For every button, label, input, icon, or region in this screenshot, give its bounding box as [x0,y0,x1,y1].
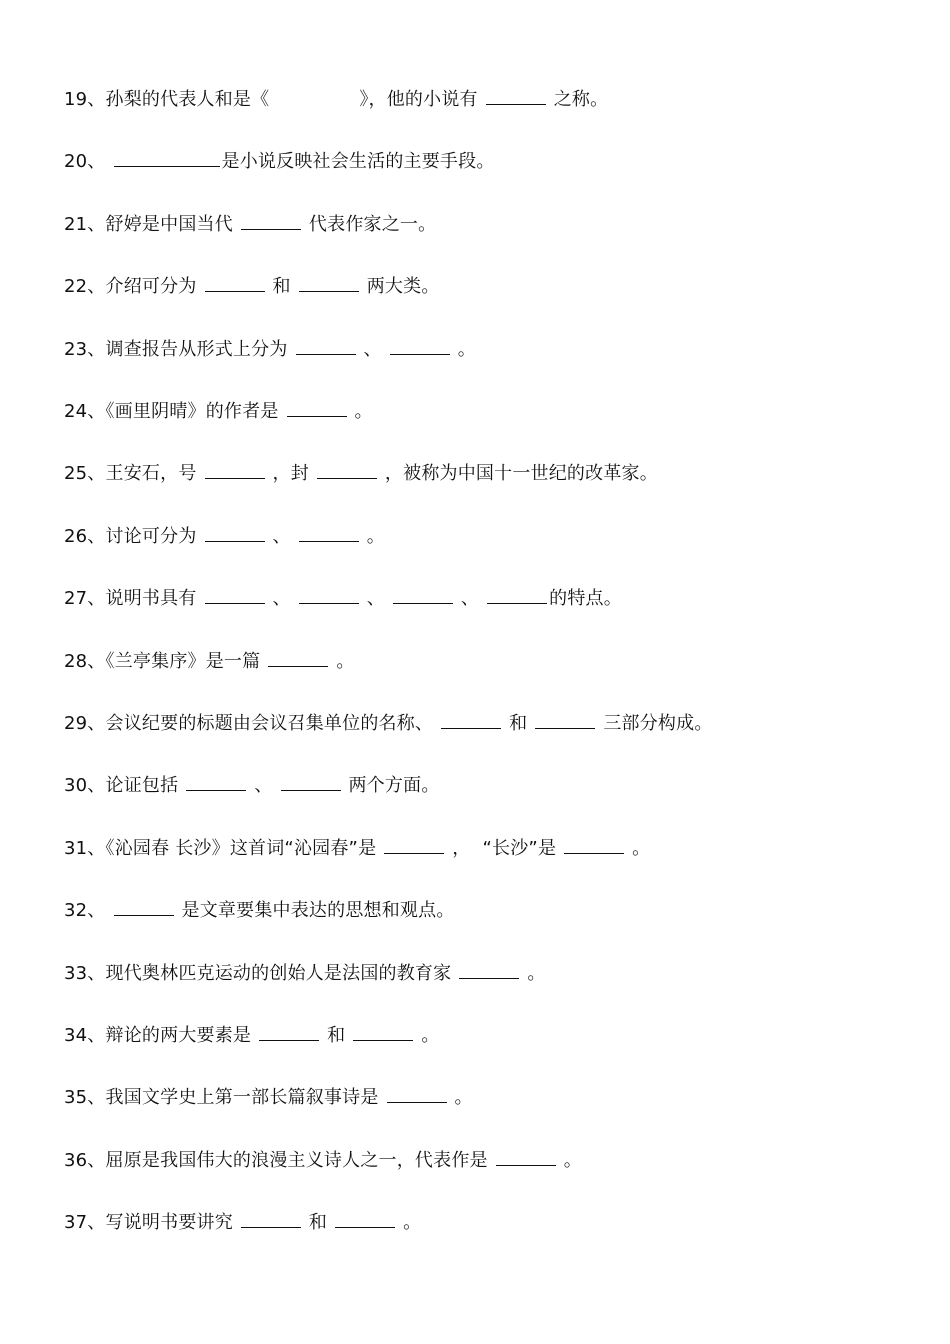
question-number: 34、 [64,1025,106,1046]
question-36 [64,1149,582,1173]
question-text: “长沙”是 [482,838,557,859]
question-number: 19、 [64,89,106,110]
question-number: 26、 [64,526,106,547]
blank [393,587,453,604]
blank [487,587,547,604]
question-text: 和 [509,713,528,734]
blank [268,650,328,667]
blank [114,150,220,167]
question-text: 之称。 [553,89,609,110]
question-29 [64,712,713,736]
question-text: 和 [308,1212,328,1233]
question-text: 。 [421,1025,440,1046]
question-text: 讨论可分为 [105,526,197,547]
blank [259,1024,319,1041]
question-text: ，封 [272,463,309,484]
question-text: 我国文学史上第一部长篇叙事诗是 [105,1087,379,1108]
question-28 [64,650,355,674]
question-number: 29、 [64,713,106,734]
question-text: 说明书具有 [105,588,197,609]
question-20 [64,150,495,174]
question-text: 。 [527,963,546,984]
blank [241,213,301,230]
question-27 [64,587,622,611]
blank [459,962,519,979]
blank [205,587,265,604]
question-number: 30、 [64,775,106,796]
question-text: 、 [363,339,382,360]
question-text: 是文章要集中表达的思想和观点。 [181,900,455,921]
question-number: 25、 [64,463,106,484]
question-26 [64,525,385,549]
blank [441,712,501,729]
question-text: 代表作家之一。 [308,214,437,235]
question-text: 《沁园春 长沙》这首词“沁园春”是 [105,838,377,859]
blank [114,899,174,916]
question-text: 两个方面。 [348,775,440,796]
question-text: 《画里阴晴》的作者是 [105,401,279,422]
question-text: 》，他的小说有 [359,89,478,110]
blank [281,774,341,791]
question-number: 37、 [64,1212,106,1233]
question-text: 论证包括 [105,775,179,796]
question-text: 。 [366,526,385,547]
question-text: 介绍可分为 [105,276,197,297]
blank [564,837,624,854]
question-number: 36、 [64,1150,106,1171]
blank [317,462,377,479]
question-number: 32、 [64,900,106,921]
question-text: 写说明书要讲究 [105,1212,233,1233]
question-22 [64,275,440,299]
blank [335,1211,395,1228]
question-37 [64,1211,421,1235]
question-number: 35、 [64,1087,106,1108]
question-text: 王安石，号 [105,463,197,484]
blank [353,1024,413,1041]
blank [205,525,265,542]
question-34 [64,1024,440,1048]
question-text: 调查报告从形式上分为 [105,339,288,360]
question-text: 的特点。 [549,588,622,609]
question-35 [64,1086,473,1110]
question-text: 会议纪要的标题由会议召集单位的名称、 [105,713,434,734]
question-text: 和 [327,1025,346,1046]
question-text: 、 [460,588,480,609]
question-text: 孙梨的代表人和是《 [105,89,270,110]
blank [496,1149,556,1166]
question-text: 现代奥林匹克运动的创始人是法国的教育家 [105,963,452,984]
question-text: 和 [272,276,291,297]
question-text: 舒婷是中国当代 [105,214,233,235]
question-text: 、 [366,588,385,609]
question-text: 。 [457,339,476,360]
question-text: 《兰亭集序》是一篇 [105,651,261,672]
blank [287,400,347,417]
question-text: 。 [354,401,373,422]
blank [299,525,359,542]
blank [205,462,265,479]
question-text: 两大类。 [366,276,440,297]
question-number: 31、 [64,838,106,859]
question-23 [64,338,476,362]
blank [486,88,546,105]
question-text: 、 [254,775,273,796]
question-text: 、 [272,588,291,609]
blank [205,275,265,292]
question-text: 。 [563,1150,582,1171]
question-25 [64,462,658,486]
question-30 [64,774,440,798]
question-number: 22、 [64,276,106,297]
question-number: 33、 [64,963,106,984]
question-31 [64,837,650,861]
blank [535,712,595,729]
blank [384,837,444,854]
question-text: 。 [403,1212,422,1233]
question-text: 屈原是我国伟大的浪漫主义诗人之一，代表作是 [105,1150,488,1171]
question-text: 三部分构成。 [603,713,713,734]
question-text: ， [452,838,471,859]
blank [186,774,246,791]
blank [390,338,450,355]
question-text: ，被称为中国十一世纪的改革家。 [384,463,658,484]
question-text: 辩论的两大要素是 [105,1025,252,1046]
question-number: 23、 [64,339,106,360]
question-number: 21、 [64,214,106,235]
question-number: 27、 [64,588,106,609]
blank [299,587,359,604]
question-number: 20、 [64,151,106,172]
question-text: 是小说反映社会生活的主要手段。 [221,151,495,172]
blank [241,1211,301,1228]
question-text: 。 [454,1087,473,1108]
question-number: 28、 [64,651,106,672]
question-number: 24、 [64,401,106,422]
question-19 [64,88,608,112]
question-text: 。 [336,651,355,672]
question-text: 、 [272,526,291,547]
blank [387,1086,447,1103]
blank [296,338,356,355]
question-33 [64,962,546,986]
question-24 [64,400,373,424]
question-32 [64,899,455,923]
question-text: 。 [632,838,651,859]
question-21 [64,213,436,237]
blank [299,275,359,292]
